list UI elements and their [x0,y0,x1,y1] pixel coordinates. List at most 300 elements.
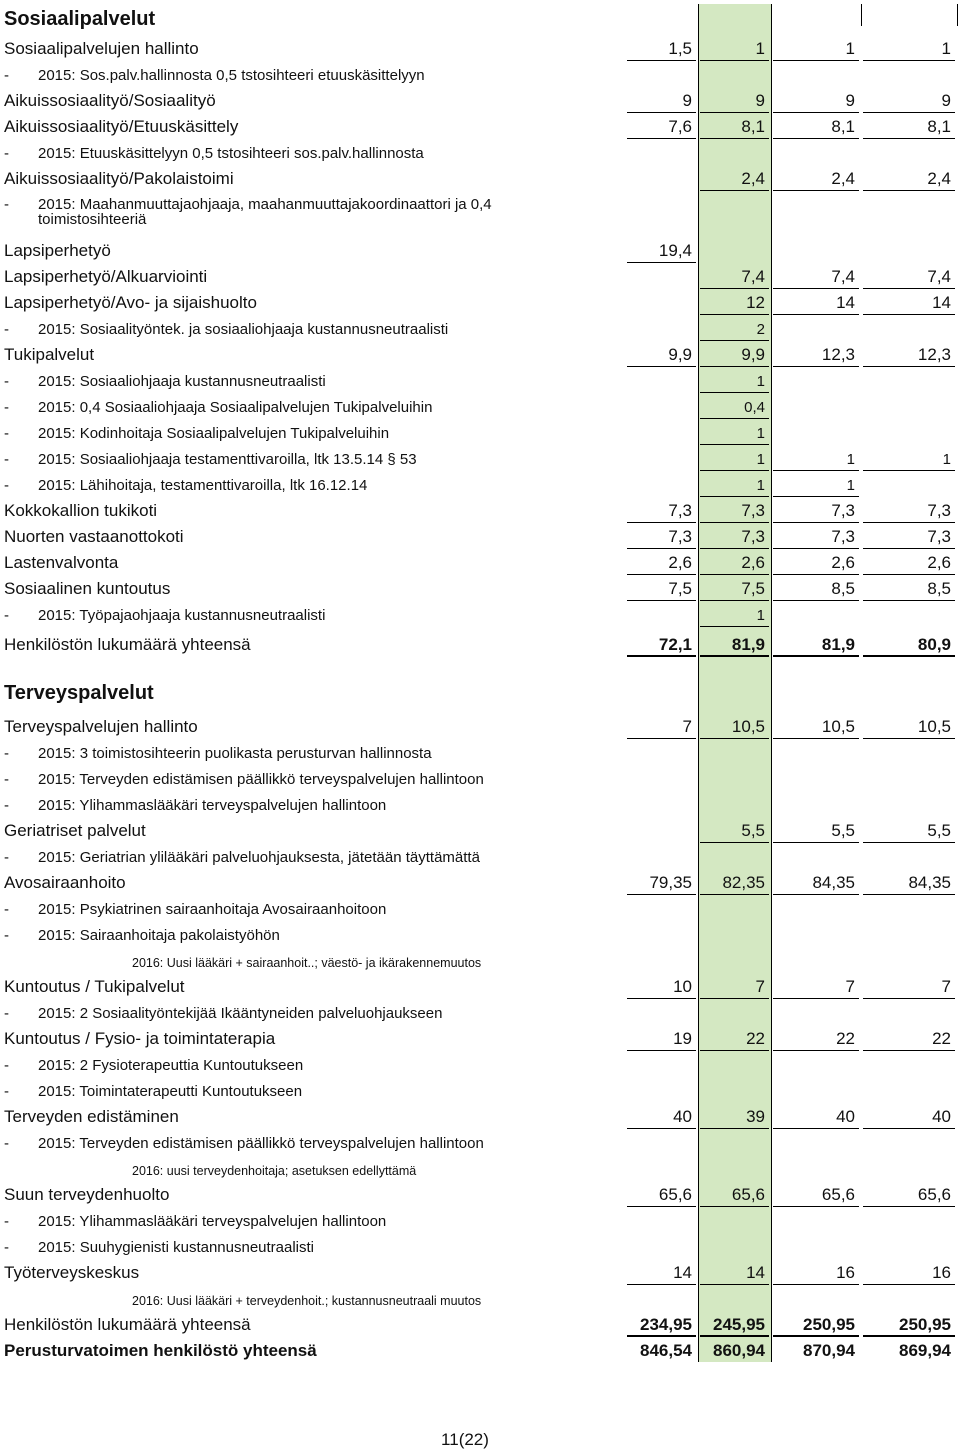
bullet-dash: - [4,1239,9,1257]
bullet-dash: - [4,927,9,945]
row-label: Sosiaalipalvelut [4,8,156,30]
row-label: Avosairaanhoito [4,873,126,893]
cell-underline [773,1206,859,1207]
value-cell-1: 65,6 [658,1185,692,1205]
value-cell-2: 7,3 [741,527,765,547]
table-row [0,1210,960,1230]
table-row [0,714,960,736]
cell-underline [627,1284,696,1285]
table-row [0,422,960,442]
row-label [4,452,417,468]
value-cell-1: 72,1 [658,635,692,655]
value-cell-4: 1 [942,451,951,469]
value-cell-2: 10,5 [731,717,765,737]
row-label-text: 2015: Ylihammaslääkäri terveyspalvelujen hallintoon [38,1213,387,1231]
value-cell-2: 0,4 [744,399,765,417]
row-label-text: 2015: Sosiaaliohjaaja kustannusneutraalisti [38,373,326,391]
row-label: Terveyden edistäminen [4,1107,179,1127]
table-row [0,114,960,136]
cell-underline [773,138,859,139]
table-row [0,142,960,162]
cell-underline [700,288,769,289]
table-row [0,870,960,892]
bullet-dash: - [4,771,9,789]
cell-underline [863,548,955,549]
cell-underline [773,366,859,367]
row-label: Terveyspalvelut [4,682,154,704]
row-label: 2016: Uusi lääkäri + sairaanhoit..; väestö- ja ikärakennemuutos [132,955,482,970]
table-row [0,1132,960,1152]
value-cell-3: 8,1 [831,117,855,137]
row-label-text: 2015: 2 Fysioterapeuttia Kuntoutukseen [38,1057,304,1075]
cell-underline [773,998,859,999]
value-cell-3: 2,4 [831,169,855,189]
row-label: Lapsiperhetyö/Alkuarviointi [4,267,208,287]
value-cell-3: 5,5 [831,821,855,841]
value-cell-2: 81,9 [731,635,765,655]
cell-underline [773,496,859,497]
page-number: 11(22) [441,1430,489,1449]
cell-underline [627,138,696,139]
cell-underline [700,655,769,657]
cell-underline [700,522,769,523]
cell-underline [700,894,769,895]
cell-underline [773,112,859,113]
table-row [0,318,960,338]
row-label: Kuntoutus / Tukipalvelut [4,977,185,997]
table-row [0,188,960,228]
row-label [4,1136,484,1152]
row-label: Kokkokallion tukikoti [4,501,158,521]
row-label-text: 2015: Työpajaohjaaja kustannusneutraalisti [38,607,326,625]
cell-underline [627,1050,696,1051]
row-label [4,1006,442,1022]
cell-underline [700,60,769,61]
row-label [4,400,432,416]
bullet-dash: - [4,477,9,495]
row-label [4,146,424,162]
cell-underline [773,574,859,575]
cell-underline [700,1128,769,1129]
cell-underline [700,112,769,113]
cell-underline [773,314,859,315]
value-cell-1: 10 [673,977,692,997]
note-row [0,1292,960,1308]
value-cell-2: 245,95 [713,1315,765,1335]
value-cell-2: 1 [756,425,765,443]
row-label [4,1084,302,1100]
cell-underline [863,655,955,657]
value-cell-4: 5,5 [927,821,951,841]
value-cell-2: 12 [746,293,765,313]
value-cell-2: 14 [746,1263,765,1283]
table-row [0,474,960,494]
value-cell-1: 40 [673,1107,692,1127]
bullet-dash: - [4,1005,9,1023]
note-row [0,1162,960,1178]
value-cell-2: 1 [756,451,765,469]
value-cell-4: 2,6 [927,553,951,573]
value-cell-3: 84,35 [812,873,855,893]
value-cell-1: 19 [673,1029,692,1049]
cell-underline [773,894,859,895]
row-label-text: 2015: 0,4 Sosiaaliohjaaja Sosiaalipalvelujen Tukipalveluihin [38,399,433,417]
cell-underline [700,738,769,739]
bullet-dash: - [4,451,9,469]
row-label [4,322,448,338]
table-row [0,1182,960,1204]
row-label: Geriatriset palvelut [4,821,146,841]
row-label: Aikuissosiaalityö/Etuuskäsittely [4,117,239,137]
value-cell-4: 8,5 [927,579,951,599]
cell-underline [863,600,955,601]
table-row [0,1054,960,1074]
bullet-dash: - [4,1057,9,1075]
value-cell-4: 40 [932,1107,951,1127]
cell-underline [700,574,769,575]
cell-underline [863,288,955,289]
cell-underline [773,1128,859,1129]
value-cell-2: 7,5 [741,579,765,599]
section-heading [0,6,960,32]
row-label: Lastenvalvonta [4,553,119,573]
cell-underline [773,1050,859,1051]
value-cell-2: 2,4 [741,169,765,189]
table-row [0,898,960,918]
value-cell-3: 1 [846,451,855,469]
table-row [0,974,960,996]
row-label [4,798,386,814]
table-row [0,1080,960,1100]
table-row [0,88,960,110]
row-label-text: 2015: Etuuskäsittelyyn 0,5 tstosihteeri sos.palv.hallinnosta [38,145,424,163]
value-cell-3: 2,6 [831,553,855,573]
value-cell-4: 7,3 [927,527,951,547]
bullet-dash: - [4,373,9,391]
row-label-text: 2015: 2 Sosiaalityöntekijää Ikääntyneiden palveluohjaukseen [38,1005,443,1023]
value-cell-4: 250,95 [899,1315,951,1335]
row-label-text: 2015: Maahanmuuttajaohjaaja, maahanmuuttajakoordinaattori ja 0,4 toimistosihteeriä [38,195,492,229]
table-row [0,768,960,788]
bullet-dash: - [4,797,9,815]
value-cell-3: 250,95 [803,1315,855,1335]
cell-underline [773,600,859,601]
bullet-dash: - [4,321,9,339]
cell-underline [863,574,955,575]
row-label [4,772,484,788]
table-row [0,1002,960,1022]
cell-underline [700,998,769,999]
row-label-text: 2015: Ylihammaslääkäri terveyspalvelujen hallintoon [38,797,387,815]
row-label-text: 2015: Psykiatrinen sairaanhoitaja Avosairaanhoitoon [38,901,387,919]
value-cell-4: 22 [932,1029,951,1049]
cell-underline [627,600,696,601]
cell-underline [627,574,696,575]
cell-underline [700,138,769,139]
table-row [0,846,960,866]
table-row [0,498,960,520]
row-label [4,850,480,866]
value-cell-1: 14 [673,1263,692,1283]
value-cell-2: 22 [746,1029,765,1049]
cell-underline [863,842,955,843]
cell-underline [863,522,955,523]
bullet-dash: - [4,901,9,919]
row-label: Kuntoutus / Fysio- ja toimintaterapia [4,1029,276,1049]
bullet-dash: - [4,745,9,763]
cell-underline [863,1284,955,1285]
value-cell-2: 1 [756,477,765,495]
value-cell-4: 1 [941,39,951,59]
table-row [0,396,960,416]
cell-underline [700,1284,769,1285]
cell-underline [627,1206,696,1207]
value-cell-4: 7 [941,977,951,997]
row-label: Henkilöstön lukumäärä yhteensä [4,635,251,655]
cell-underline [863,138,955,139]
value-cell-1: 7,3 [668,527,692,547]
row-label-text: 2015: Sosiaalityöntek. ja sosiaaliohjaaja kustannusneutraalisti [38,321,449,339]
value-cell-2: 860,94 [713,1341,765,1361]
value-cell-3: 22 [836,1029,855,1049]
table-row [0,742,960,762]
row-label-text: 2015: Sairaanhoitaja pakolaistyöhön [38,927,280,945]
row-label-text: 2015: Kodinhoitaja Sosiaalipalvelujen Tukipalveluihin [38,425,390,443]
cell-underline [700,392,769,393]
value-cell-1: 846,54 [640,1341,692,1361]
bullet-dash: - [4,145,9,163]
cell-underline [863,314,955,315]
bullet-dash: - [4,1213,9,1231]
row-label [4,928,280,944]
cell-underline [773,60,859,61]
value-cell-2: 8,1 [741,117,765,137]
value-cell-2: 65,6 [731,1185,765,1205]
value-cell-2: 7 [755,977,765,997]
value-cell-4: 9 [941,91,951,111]
row-label-text: 2015: Sosiaaliohjaaja testamenttivaroilla, ltk 13.5.14 § 53 [38,451,417,469]
value-cell-3: 14 [836,293,855,313]
cell-underline [700,1206,769,1207]
value-cell-4: 10,5 [917,717,951,737]
value-cell-1: 1,5 [668,39,692,59]
cell-underline [773,522,859,523]
cell-underline [700,444,769,445]
cell-underline [627,60,696,61]
row-label-text: 2015: Lähihoitaja, testamenttivaroilla, ltk 16.12.14 [38,477,368,495]
value-cell-3: 65,6 [821,1185,855,1205]
value-cell-4: 8,1 [927,117,951,137]
cell-underline [700,366,769,367]
value-cell-3: 7,3 [831,527,855,547]
table-row [0,166,960,188]
value-cell-2: 7,4 [741,267,765,287]
bullet-dash: - [4,1135,9,1153]
value-cell-3: 9 [845,91,855,111]
cell-underline [627,548,696,549]
table-row [0,924,960,944]
table-row [0,576,960,598]
value-cell-4: 65,6 [917,1185,951,1205]
bullet-dash: - [4,849,9,867]
row-label [4,746,432,762]
table-row [0,448,960,468]
value-cell-2: 82,35 [722,873,765,893]
cell-underline [700,496,769,497]
row-label [4,1214,386,1230]
cell-underline [627,262,696,263]
value-cell-3: 10,5 [821,717,855,737]
cell-underline [863,738,955,739]
cell-underline [773,470,859,471]
value-cell-4: 869,94 [899,1341,951,1361]
value-cell-4: 84,35 [908,873,951,893]
value-cell-3: 7 [845,977,855,997]
cell-underline [863,1050,955,1051]
value-cell-4: 7,3 [927,501,951,521]
bullet-dash: - [4,399,9,417]
row-label: 2016: Uusi lääkäri + terveydenhoit.; kustannusneutraali muutos [132,1293,482,1308]
cell-underline [700,314,769,315]
value-cell-3: 870,94 [803,1341,855,1361]
total-row [0,1310,960,1334]
row-label [4,1058,303,1074]
value-cell-3: 16 [836,1263,855,1283]
cell-underline [700,842,769,843]
cell-underline [773,288,859,289]
value-cell-1: 2,6 [668,553,692,573]
bullet-dash: - [4,67,9,85]
value-cell-1: 7,5 [668,579,692,599]
cell-underline [700,418,769,419]
value-cell-2: 5,5 [741,821,765,841]
table-row [0,36,960,58]
note-row [0,954,960,970]
value-cell-4: 12,3 [917,345,951,365]
cell-underline [863,60,955,61]
value-cell-1: 9 [682,91,692,111]
table-row [0,604,960,624]
value-cell-1: 234,95 [640,1315,692,1335]
cell-underline [627,522,696,523]
cell-underline [863,112,955,113]
value-cell-2: 1 [756,607,765,625]
cell-underline [700,626,769,627]
row-label: Sosiaalinen kuntoutus [4,579,171,599]
cell-underline [700,470,769,471]
table-row [0,1236,960,1256]
cell-underline [863,366,955,367]
value-cell-3: 12,3 [821,345,855,365]
table-row [0,342,960,364]
bullet-dash: - [4,607,9,625]
cell-underline [627,655,696,657]
row-label [4,902,386,918]
row-label [4,374,326,390]
value-cell-2: 9 [755,91,765,111]
row-label [4,197,624,229]
cell-underline [700,1050,769,1051]
cell-underline [700,548,769,549]
value-cell-4: 16 [932,1263,951,1283]
cell-underline [627,112,696,113]
cell-underline [773,738,859,739]
value-cell-4: 7,4 [927,267,951,287]
table-row [0,1104,960,1126]
cell-underline [627,738,696,739]
cell-underline [700,340,769,341]
table-row [0,794,960,814]
table-row [0,64,960,84]
row-label [4,608,325,624]
table-row [0,370,960,390]
row-label: Aikuissosiaalityö/Pakolaistoimi [4,169,234,189]
value-cell-2: 1 [755,39,765,59]
value-cell-4: 14 [932,293,951,313]
total-row [0,630,960,654]
value-cell-3: 8,5 [831,579,855,599]
row-label-text: 2015: 3 toimistosihteerin puolikasta perusturvan hallinnosta [38,745,432,763]
cell-underline [863,1128,955,1129]
value-cell-2: 39 [746,1107,765,1127]
row-label: Työterveyskeskus [4,1263,140,1283]
row-label [4,426,389,442]
cell-underline [700,600,769,601]
row-label: Tukipalvelut [4,345,95,365]
cell-underline [773,548,859,549]
cell-underline [627,366,696,367]
value-cell-3: 81,9 [821,635,855,655]
cell-underline [863,1206,955,1207]
row-label: Terveyspalvelujen hallinto [4,717,198,737]
table-row [0,264,960,286]
bullet-dash: - [4,1083,9,1101]
value-cell-1: 7,3 [668,501,692,521]
cell-underline [773,842,859,843]
row-label: Sosiaalipalvelujen hallinto [4,39,199,59]
bullet-dash: - [4,195,9,213]
value-cell-2: 1 [756,373,765,391]
cell-underline [773,655,859,657]
table-row [0,1026,960,1048]
row-label: Aikuissosiaalityö/Sosiaalityö [4,91,216,111]
value-cell-3: 7,4 [831,267,855,287]
value-cell-1: 9,9 [668,345,692,365]
value-cell-3: 1 [845,39,855,59]
row-label [4,478,367,494]
table-row [0,1260,960,1282]
value-cell-2: 9,9 [741,345,765,365]
cell-underline [863,998,955,999]
table-row [0,818,960,840]
value-cell-1: 19,4 [658,241,692,261]
row-label-text: 2015: Sos.palv.hallinnosta 0,5 tstosihteeri etuuskäsittelyyn [38,67,425,85]
value-cell-4: 2,4 [927,169,951,189]
row-label-text: 2015: Toimintaterapeutti Kuntoutukseen [38,1083,303,1101]
value-cell-4: 80,9 [917,635,951,655]
value-cell-2: 2 [756,321,765,339]
row-label: Henkilöstön lukumäärä yhteensä [4,1315,251,1335]
table-row [0,524,960,546]
value-cell-3: 7,3 [831,501,855,521]
row-label: Perusturvatoimen henkilöstö yhteensä [4,1341,317,1361]
cell-underline [863,894,955,895]
table-row [0,550,960,572]
cell-underline [863,470,955,471]
row-label: 2016: uusi terveydenhoitaja; asetuksen edellyttämä [132,1163,417,1178]
value-cell-1: 7,6 [668,117,692,137]
value-cell-3: 40 [836,1107,855,1127]
